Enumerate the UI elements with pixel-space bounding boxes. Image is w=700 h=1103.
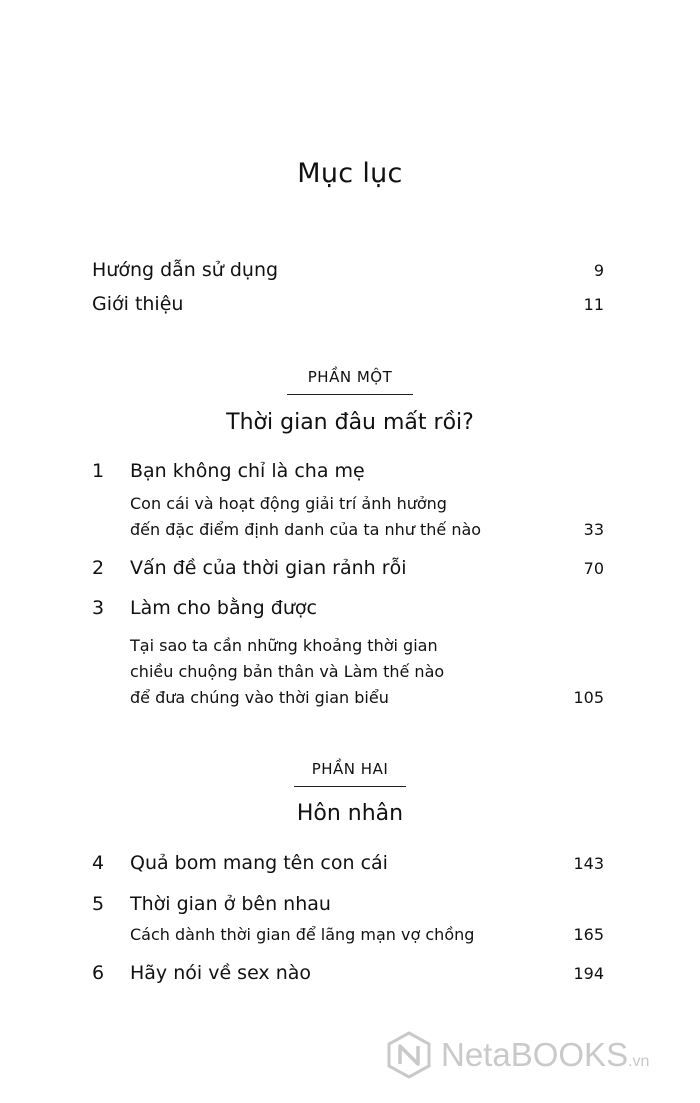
chapter-number: 6 bbox=[92, 962, 105, 984]
toc-chapter-4[interactable] bbox=[0, 852, 700, 882]
toc-entry-usage-guide[interactable] bbox=[0, 259, 700, 289]
chapter-number: 2 bbox=[92, 557, 105, 579]
toc-chapter-5[interactable] bbox=[0, 893, 700, 923]
chapter-title: Thời gian ở bên nhau bbox=[130, 893, 331, 915]
chapter-number: 4 bbox=[92, 852, 105, 874]
toc-entry-page: 11 bbox=[583, 295, 604, 314]
chapter-subtitle-line: Tại sao ta cần những khoảng thời gian bbox=[130, 636, 438, 655]
chapter-title: Vấn đề của thời gian rảnh rỗi bbox=[130, 557, 407, 579]
toc-chapter-3[interactable] bbox=[0, 597, 700, 627]
chapter-number: 3 bbox=[92, 597, 105, 619]
chapter-number: 5 bbox=[92, 893, 105, 915]
part-one-label: PHẦN MỘT bbox=[307, 368, 393, 386]
toc-entry-page: 194 bbox=[573, 964, 604, 983]
netabooks-wordmark: NetaBOOKS.vn bbox=[441, 1036, 650, 1073]
toc-entry-introduction[interactable] bbox=[0, 293, 700, 323]
toc-entry-page: 33 bbox=[583, 520, 604, 539]
toc-entry-page: 143 bbox=[573, 854, 604, 873]
part-two-label: PHẦN HAI bbox=[311, 760, 389, 778]
chapter-title: Quả bom mang tên con cái bbox=[130, 852, 388, 874]
toc-entry-page: 165 bbox=[573, 925, 604, 944]
netabooks-logo-icon bbox=[385, 1030, 433, 1080]
chapter-subtitle-line: chiều chuộng bản thân và Làm thế nào bbox=[130, 662, 445, 681]
part-two-title: Hôn nhân bbox=[296, 801, 404, 826]
chapter-title: Làm cho bằng được bbox=[130, 597, 317, 619]
chapter-title: Hãy nói về sex nào bbox=[130, 962, 312, 984]
toc-entry-page: 9 bbox=[593, 261, 604, 280]
part-one-title: Thời gian đâu mất rồi? bbox=[226, 410, 474, 435]
part-two-rule bbox=[294, 786, 406, 787]
toc-chapter-1[interactable] bbox=[0, 460, 700, 490]
chapter-subtitle-line: đến đặc điểm định danh của ta như thế nào 33 bbox=[130, 520, 604, 539]
chapter-subtitle-line: Cách dành thời gian để lãng mạn vợ chồng 165 bbox=[130, 925, 604, 944]
toc-entry-label: Giới thiệu bbox=[92, 293, 184, 315]
page-title: Mục lục bbox=[297, 158, 403, 189]
toc-chapter-6[interactable] bbox=[0, 962, 700, 992]
toc-chapter-2[interactable] bbox=[0, 557, 700, 587]
chapter-title: Bạn không chỉ là cha mẹ bbox=[130, 460, 365, 482]
chapter-subtitle-line: để đưa chúng vào thời gian biểu 105 bbox=[130, 688, 604, 707]
part-one-rule bbox=[287, 394, 413, 395]
netabooks-watermark bbox=[385, 1030, 695, 1080]
chapter-number: 1 bbox=[92, 460, 105, 482]
toc-entry-page: 105 bbox=[573, 688, 604, 707]
chapter-subtitle-line: Con cái và hoạt động giải trí ảnh hưởng bbox=[130, 494, 447, 513]
toc-entry-page: 70 bbox=[583, 559, 604, 578]
toc-entry-label: Hướng dẫn sử dụng bbox=[92, 259, 279, 281]
